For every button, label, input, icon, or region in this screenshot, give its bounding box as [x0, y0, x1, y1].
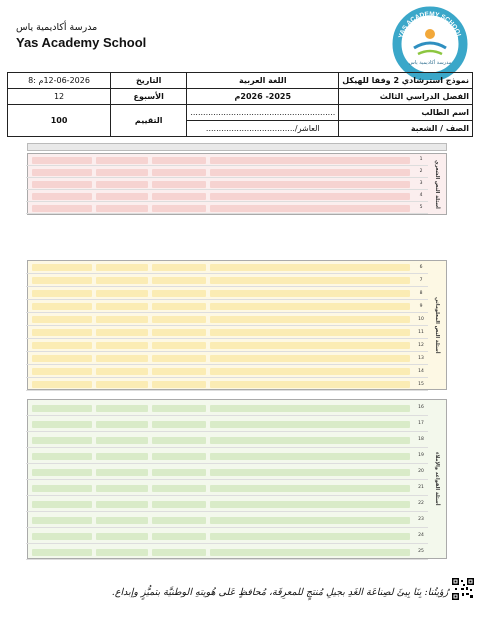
spec-cell: [152, 381, 206, 388]
section-poetry: [27, 153, 447, 215]
school-vision-motto: رُؤيتُنا: بِنَا بِيئَ لصِناعَة الغَدِ بجيلِ مُنتجٍ للمعرِفَة، مُحافظٍ عَلى هُويتهِ الوطنيَّة بتميُّزٍ وإبداع.: [111, 587, 449, 598]
spec-cell: [32, 157, 92, 164]
spec-cell: [32, 342, 92, 349]
spec-cell: [210, 181, 410, 188]
spec-cell: [32, 316, 92, 323]
spec-cell: [152, 290, 206, 297]
question-number: 13: [418, 356, 424, 361]
question-number: 21: [418, 485, 424, 490]
spec-cell: [210, 157, 410, 164]
spec-cell: [96, 329, 148, 336]
spec-cell: [32, 264, 92, 271]
spec-row: [26, 326, 428, 339]
question-number: 19: [418, 453, 424, 458]
spec-cell: [152, 303, 206, 310]
question-number: 8: [419, 291, 423, 296]
class-label: الصف / الشعبة: [339, 121, 473, 137]
spec-cell: [96, 501, 148, 508]
spec-cell: [32, 303, 92, 310]
spec-cell: [96, 453, 148, 460]
academic-year: 2025- 2026م: [187, 89, 339, 105]
spec-cell: [96, 205, 148, 212]
spec-row: [26, 190, 428, 202]
spec-cell: [210, 303, 410, 310]
spec-cell: [210, 381, 410, 388]
exam-spec-grid: [27, 143, 447, 568]
question-number: 6: [419, 265, 423, 270]
question-number: 3: [419, 181, 423, 186]
spec-row: [26, 178, 428, 190]
spec-cell: [210, 549, 410, 556]
exam-info-table: [7, 72, 473, 137]
spec-cell: [32, 533, 92, 540]
spec-header-row: [27, 143, 447, 151]
spec-cell: [152, 316, 206, 323]
spec-cell: [152, 437, 206, 444]
spec-cell: [210, 264, 410, 271]
spec-cell: [210, 501, 410, 508]
spec-cell: [96, 405, 148, 412]
spec-cell: [96, 290, 148, 297]
spec-cell: [32, 501, 92, 508]
spec-row: [26, 448, 428, 464]
spec-cell: [32, 290, 92, 297]
spec-cell: [152, 277, 206, 284]
spec-cell: [152, 157, 206, 164]
question-number: 9: [419, 304, 423, 309]
spec-cell: [152, 549, 206, 556]
class-field[interactable]: العاشر/...................................: [187, 121, 339, 137]
question-number: 1: [419, 157, 423, 162]
spec-cell: [210, 437, 410, 444]
spec-cell: [32, 421, 92, 428]
spec-cell: [152, 264, 206, 271]
section-label: أسئلة القواعد والإملاء: [434, 452, 440, 506]
spec-cell: [32, 181, 92, 188]
week-value: 12: [8, 89, 111, 105]
spec-row: [26, 400, 428, 416]
question-number: 11: [418, 330, 424, 335]
term-label: الفصل الدراسي الثالث: [339, 89, 473, 105]
spec-row: [26, 352, 428, 365]
spec-cell: [152, 421, 206, 428]
question-number: 7: [419, 278, 423, 283]
spec-cell: [152, 181, 206, 188]
spec-row: [26, 378, 428, 391]
spec-cell: [210, 533, 410, 540]
question-number: 24: [418, 533, 424, 538]
question-number: 5: [419, 205, 423, 210]
spec-cell: [32, 381, 92, 388]
spec-row: [26, 496, 428, 512]
spec-cell: [32, 453, 92, 460]
spec-cell: [96, 157, 148, 164]
qr-code-icon: [452, 578, 474, 600]
section-informational: [27, 260, 447, 390]
question-number: 4: [419, 193, 423, 198]
spec-row: [26, 202, 428, 214]
question-number: 17: [418, 421, 424, 426]
spec-row: [26, 512, 428, 528]
spec-row: [26, 480, 428, 496]
spec-cell: [210, 193, 410, 200]
spec-cell: [152, 355, 206, 362]
spec-cell: [210, 290, 410, 297]
question-number: 16: [418, 405, 424, 410]
spec-cell: [96, 181, 148, 188]
spec-row: [26, 154, 428, 166]
spec-cell: [210, 355, 410, 362]
spec-cell: [210, 405, 410, 412]
spec-cell: [152, 368, 206, 375]
spec-row: [26, 166, 428, 178]
subject: اللغة العربية: [187, 73, 339, 89]
spec-row: [26, 544, 428, 560]
model-label: نموذج استرشادي 2 وفقا للهيكل: [339, 73, 473, 89]
spec-cell: [210, 205, 410, 212]
spec-cell: [32, 469, 92, 476]
spec-cell: [32, 169, 92, 176]
spec-cell: [32, 355, 92, 362]
spec-cell: [32, 485, 92, 492]
spec-cell: [210, 485, 410, 492]
question-number: 18: [418, 437, 424, 442]
spec-cell: [32, 517, 92, 524]
spec-cell: [96, 485, 148, 492]
spec-cell: [96, 303, 148, 310]
spec-cell: [96, 381, 148, 388]
spec-cell: [210, 169, 410, 176]
grade-label: التقييم: [111, 105, 187, 137]
spec-cell: [96, 469, 148, 476]
logo-text-arabic: مدرسة أكاديمية ياس: [408, 60, 452, 66]
spec-row: [26, 261, 428, 274]
spec-cell: [32, 405, 92, 412]
week-label: الأسبوع: [111, 89, 187, 105]
spec-cell: [152, 329, 206, 336]
spec-row: [26, 464, 428, 480]
spec-cell: [210, 469, 410, 476]
school-name-arabic: مدرسة أكاديمية ياس: [16, 22, 98, 33]
spec-cell: [96, 437, 148, 444]
spec-cell: [152, 469, 206, 476]
question-number: 12: [418, 343, 424, 348]
spec-cell: [210, 368, 410, 375]
spec-cell: [96, 342, 148, 349]
student-name-field[interactable]: .........................................................: [187, 105, 339, 121]
spec-cell: [210, 517, 410, 524]
spec-cell: [32, 193, 92, 200]
question-number: 14: [418, 369, 424, 374]
question-number: 15: [418, 382, 424, 387]
spec-cell: [96, 264, 148, 271]
spec-row: [26, 287, 428, 300]
spec-cell: [210, 329, 410, 336]
school-name-english: Yas Academy School: [16, 35, 147, 50]
section-label: أسئلة النص المعلوماتي: [434, 296, 440, 354]
spec-cell: [32, 277, 92, 284]
spec-cell: [96, 277, 148, 284]
logo-text: YAS ACADEMY SCHOOL: [397, 10, 463, 40]
section-grammar: [27, 399, 447, 559]
question-number: 10: [418, 317, 424, 322]
spec-cell: [96, 169, 148, 176]
spec-cell: [152, 485, 206, 492]
spec-cell: [32, 549, 92, 556]
spec-cell: [152, 405, 206, 412]
spec-row: [26, 300, 428, 313]
spec-cell: [210, 277, 410, 284]
school-name-block: [16, 22, 146, 50]
spec-cell: [32, 205, 92, 212]
spec-cell: [32, 437, 92, 444]
spec-row: [26, 432, 428, 448]
question-number: 23: [418, 517, 424, 522]
student-name-label: اسم الطالب: [339, 105, 473, 121]
spec-cell: [210, 342, 410, 349]
spec-cell: [32, 329, 92, 336]
spec-cell: [210, 421, 410, 428]
spec-cell: [96, 533, 148, 540]
spec-cell: [152, 453, 206, 460]
spec-cell: [96, 355, 148, 362]
spec-cell: [96, 549, 148, 556]
spec-cell: [96, 421, 148, 428]
spec-cell: [152, 533, 206, 540]
spec-cell: [152, 342, 206, 349]
spec-row: [26, 274, 428, 287]
spec-cell: [152, 169, 206, 176]
spec-cell: [96, 316, 148, 323]
spec-row: [26, 365, 428, 378]
spec-row: [26, 528, 428, 544]
spec-row: [26, 339, 428, 352]
spec-cell: [152, 501, 206, 508]
question-number: 20: [418, 469, 424, 474]
question-number: 22: [418, 501, 424, 506]
spec-cell: [96, 517, 148, 524]
spec-row: [26, 313, 428, 326]
spec-cell: [96, 193, 148, 200]
spec-cell: [210, 316, 410, 323]
question-number: 2: [419, 169, 423, 174]
date-value: 12-06-2026م :8: [8, 73, 111, 89]
spec-cell: [152, 205, 206, 212]
section-label: أسئلة النص الشعري: [434, 159, 440, 209]
spec-cell: [152, 193, 206, 200]
spec-row: [26, 416, 428, 432]
spec-cell: [96, 368, 148, 375]
date-label: التاريخ: [111, 73, 187, 89]
spec-cell: [152, 517, 206, 524]
grade-value: 100: [8, 105, 111, 137]
school-logo: [392, 4, 468, 80]
spec-cell: [210, 453, 410, 460]
spec-cell: [32, 368, 92, 375]
question-number: 25: [418, 549, 424, 554]
